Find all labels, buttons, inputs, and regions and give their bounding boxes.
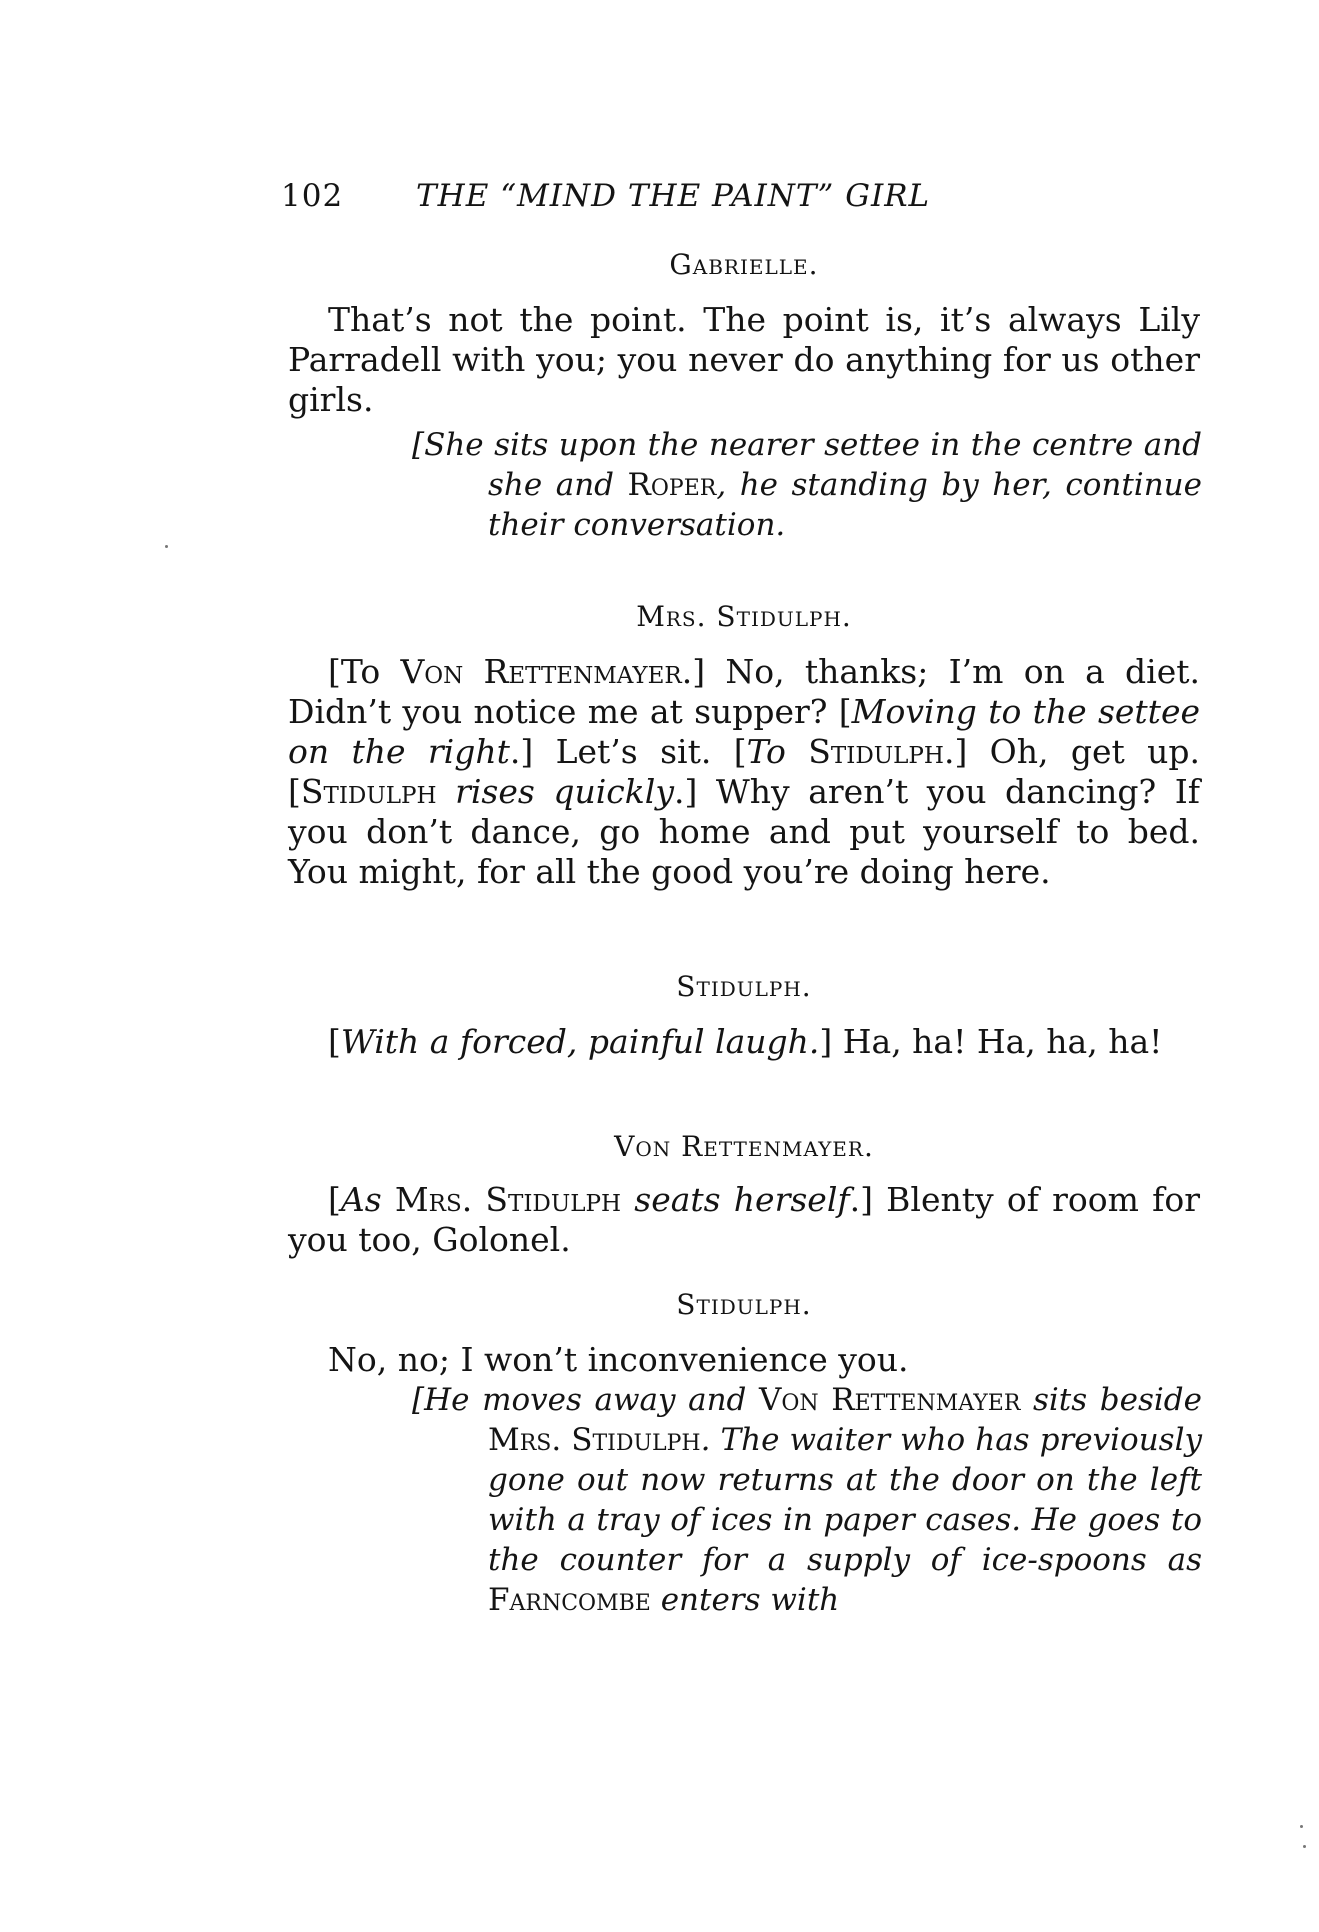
speaker-gabrielle: Gabrielle.: [669, 248, 819, 281]
speech-mrs-stidulph: [288, 652, 1200, 892]
stage-text: sits beside: [1020, 1382, 1202, 1418]
stage-text: As: [340, 1180, 382, 1219]
speech-stidulph-1: [288, 1022, 1200, 1062]
stage-direction-1: [412, 425, 1202, 545]
speech-text: .] Why aren’t you dancing? If you don’t dance, go home and put yourself to bed. You might, for all the good you’re doing here.: [288, 772, 1200, 891]
speech-text: ] Ha, ha! Ha, ha, ha!: [819, 1022, 1163, 1061]
stage-text: [He moves away and: [412, 1382, 759, 1418]
paper-speck: [1300, 1825, 1303, 1828]
stage-text: enters with: [650, 1582, 840, 1618]
speaker-von-rettenmayer: Von Rettenmayer.: [614, 1130, 874, 1163]
stage-text: rises quickly: [436, 772, 674, 811]
speech-stidulph-2: No, no; I won’t inconvenience you.: [328, 1340, 909, 1379]
speaker-stidulph-1: Stidulph.: [676, 970, 812, 1003]
running-title: THE “MIND THE PAINT” GIRL: [416, 178, 931, 214]
paper-speck: [1303, 1845, 1306, 1848]
stage-text: , he standing by her, continue their conversation.: [488, 467, 1202, 543]
stage-text: seats herself: [634, 1180, 850, 1219]
stage-text: Moving to the settee on the right: [288, 692, 1200, 771]
stage-text: To: [746, 732, 786, 771]
character-name: Stidulph: [785, 732, 944, 771]
speech-text: .] Let’s sit. [: [509, 732, 747, 771]
character-name: Mrs. Stidulph: [488, 1422, 701, 1458]
speech-text: .] Oh, get up. [: [288, 732, 1200, 811]
character-name: Von Rettenmayer: [400, 652, 682, 691]
speech-text: [: [328, 1180, 341, 1219]
paper-speck: [165, 545, 168, 548]
running-header: [281, 178, 1041, 222]
stage-text: . The waiter who has previously gone out now returns at the door on the left with a tray of ices in paper cases. He goes to the counter for a supply of ice-spoons as: [488, 1422, 1202, 1578]
speaker-mrs-stidulph: Mrs. Stidulph.: [636, 600, 852, 633]
speaker-stidulph-2: Stidulph.: [676, 1288, 812, 1321]
speech-text: .] No, thanks; I’m on a diet. Didn’t you notice me at supper? [: [288, 652, 1200, 731]
speech-gabrielle: That’s not the point. The point is, it’s always Lily Parradell with you; you never do anything for us other girls.: [288, 300, 1200, 419]
character-name: Roper: [627, 467, 717, 503]
character-name: Mrs. Stidulph: [381, 1180, 635, 1219]
stage-direction-2: [412, 1380, 1202, 1620]
stage-text: [She sits upon the nearer settee in the centre and she and: [412, 427, 1202, 503]
speech-text: [: [328, 1022, 341, 1061]
page-number: 102: [281, 178, 344, 214]
stage-text: With a forced, painful laugh.: [340, 1022, 820, 1061]
speech-text: [To: [328, 652, 401, 691]
character-name: Von Rettenmayer: [758, 1382, 1021, 1418]
character-name: Farncombe: [488, 1582, 651, 1618]
speech-von-rettenmayer: [288, 1180, 1200, 1260]
character-name: Stidulph: [300, 772, 437, 811]
speech-text: .] Blenty of room for you too, Golonel.: [288, 1180, 1200, 1259]
